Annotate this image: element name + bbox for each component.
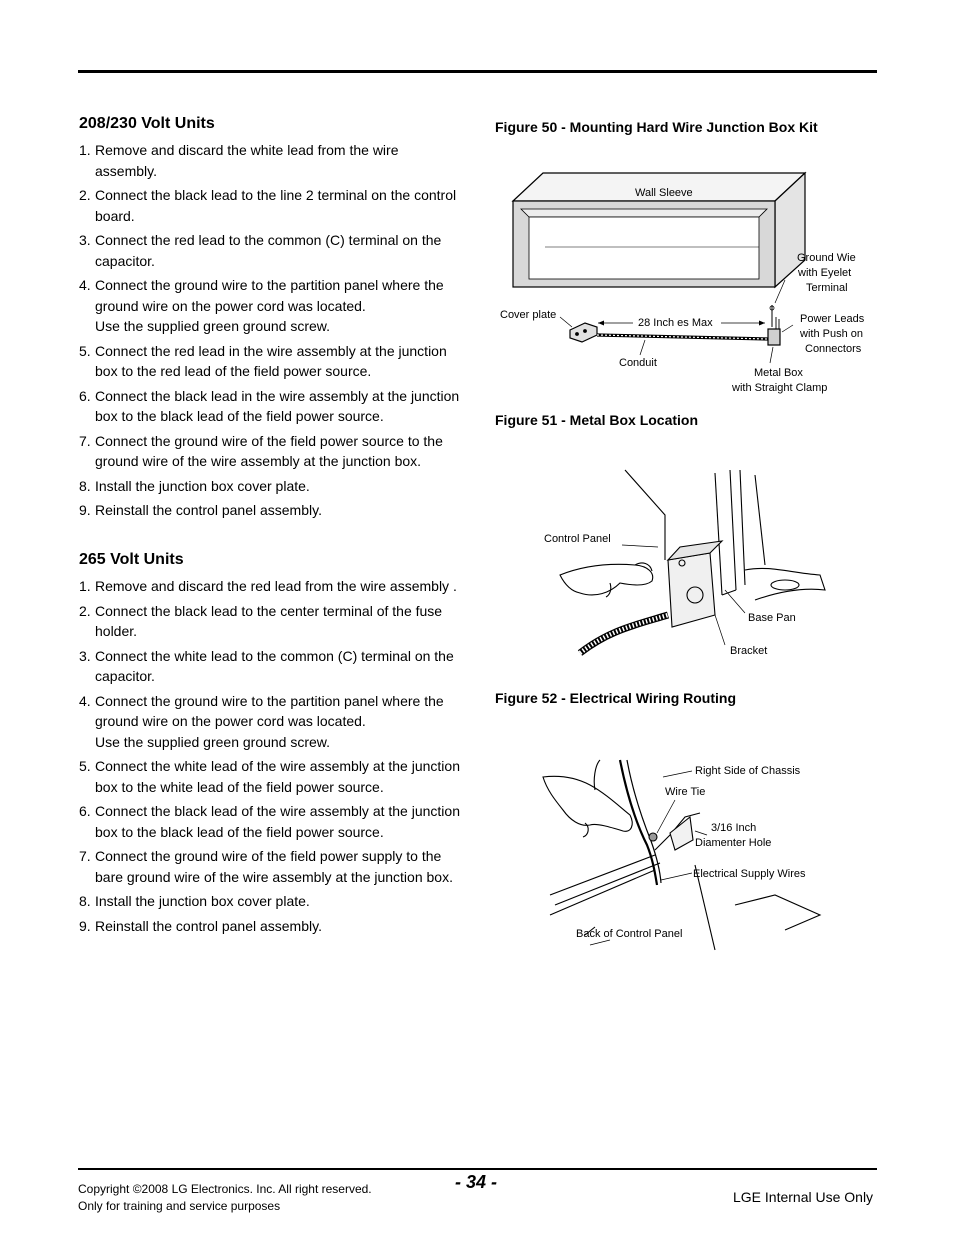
- training-text: Only for training and service purposes: [78, 1199, 281, 1213]
- cover-plate-shape: [570, 323, 597, 342]
- copyright-text: Copyright ©2008 LG Electronics. Inc. All right reserved.: [78, 1182, 372, 1196]
- footer-copyright: [78, 1181, 372, 1215]
- figure-51-metal-box-location: [540, 465, 830, 665]
- label-back-control-panel: Back of Control Panel: [576, 928, 683, 940]
- label-power-leads-3: Connectors: [805, 343, 862, 355]
- label-max-length: 28 Inch es Max: [638, 317, 713, 329]
- label-ground-wire-3: Terminal: [806, 282, 848, 294]
- label-control-panel: Control Panel: [544, 533, 611, 545]
- list-item: 6. Connect the black lead of the wire assembly at the junction box to the black lead of the field power source.: [79, 803, 460, 840]
- label-metal-box-2: with Straight Clamp: [732, 382, 828, 394]
- flex-conduit-shape: [580, 615, 668, 653]
- list-item: 4. Connect the ground wire to the partition panel where the ground wire on the power cord was located. Use the supplied green ground screw.: [79, 277, 444, 334]
- label-ground-wire-1: Ground Wie: [797, 252, 856, 264]
- figure-51-title: Figure 51 - Metal Box Location: [495, 412, 699, 428]
- metal-box-shape: [768, 329, 780, 345]
- base-pan-shape: [745, 568, 825, 600]
- label-hole-2: Diamenter Hole: [695, 837, 772, 849]
- list-item: 1. Remove and discard the red lead from the wire assembly .: [79, 578, 457, 594]
- hand-shape-2: [543, 776, 632, 831]
- list-item: 5. Connect the white lead of the wire assembly at the junction box to the white lead of the field power source.: [79, 758, 460, 795]
- label-metal-box-1: Metal Box: [754, 367, 803, 379]
- figure-50-junction-box-kit: [495, 165, 875, 405]
- list-item: 6. Connect the black lead in the wire assembly at the junction box to the black lead of the field power source.: [79, 387, 460, 424]
- list-item: 9. Reinstall the control panel assembly.: [79, 502, 322, 518]
- list-item: 3. Connect the white lead to the common (C) terminal on the capacitor.: [79, 647, 454, 684]
- label-ground-wire-2: with Eyelet: [798, 267, 852, 279]
- steps-208-230: [79, 140, 469, 525]
- list-item: 9. Reinstall the control panel assembly.: [79, 917, 322, 934]
- figure-50-title: Figure 50 - Mounting Hard Wire Junction Box Kit: [495, 119, 818, 135]
- section-title-208-230: 208/230 Volt Units: [79, 115, 215, 132]
- list-item: 5. Connect the red lead in the wire assembly at the junction box to the red lead of the field power source.: [79, 342, 447, 379]
- label-cover-plate: Cover plate: [500, 309, 557, 321]
- label-wire-tie: Wire Tie: [665, 786, 706, 798]
- label-hole-1: 3/16 Inch: [711, 822, 757, 834]
- header-rule: [78, 70, 877, 73]
- label-bracket: Bracket: [730, 645, 768, 657]
- label-wall-sleeve: Wall Sleeve: [635, 187, 693, 199]
- label-power-leads-1: Power Leads: [800, 313, 865, 325]
- list-item: 2. Connect the black lead to the line 2 terminal on the control board.: [79, 187, 457, 224]
- wire-tie-shape: [649, 833, 657, 841]
- list-item: 7. Connect the ground wire of the field power supply to the bare ground wire of the wire assembly at the junction box.: [79, 848, 453, 885]
- list-item: 1. Remove and discard the white lead from the wire assembly.: [79, 142, 399, 179]
- label-conduit: Conduit: [619, 357, 657, 369]
- figure-52-wiring-routing: [535, 755, 835, 955]
- bracket-box-shape: [668, 553, 715, 627]
- control-panel-rail-shape: [550, 855, 655, 895]
- section-title-265: 265 Volt Units: [79, 551, 184, 568]
- label-base-pan: Base Pan: [748, 612, 796, 624]
- label-power-leads-2: with Push on: [800, 328, 863, 340]
- hand-shape: [560, 564, 653, 595]
- steps-265: [79, 576, 469, 940]
- list-item: 4. Connect the ground wire to the partition panel where the ground wire on the power cord was located. Use the supplied green ground screw.: [79, 692, 444, 750]
- label-supply-wires: Electrical Supply Wires: [693, 868, 806, 880]
- footer-rule: [78, 1168, 877, 1170]
- internal-use-notice: LGE Internal Use Only: [733, 1189, 874, 1205]
- list-item: 8. Install the junction box cover plate.: [79, 477, 310, 494]
- figure-52-title: Figure 52 - Electrical Wiring Routing: [495, 690, 737, 706]
- list-item: 3. Connect the red lead to the common (C) terminal on the capacitor.: [79, 232, 442, 269]
- label-right-side-chassis: Right Side of Chassis: [695, 765, 801, 777]
- list-item: 8. Install the junction box cover plate.: [79, 893, 310, 909]
- page-number: - 34 -: [455, 1172, 498, 1192]
- list-item: 2. Connect the black lead to the center terminal of the fuse holder.: [79, 602, 443, 639]
- list-item: 7. Connect the ground wire of the field power source to the ground wire of the wire assembly at the junction box.: [79, 432, 443, 469]
